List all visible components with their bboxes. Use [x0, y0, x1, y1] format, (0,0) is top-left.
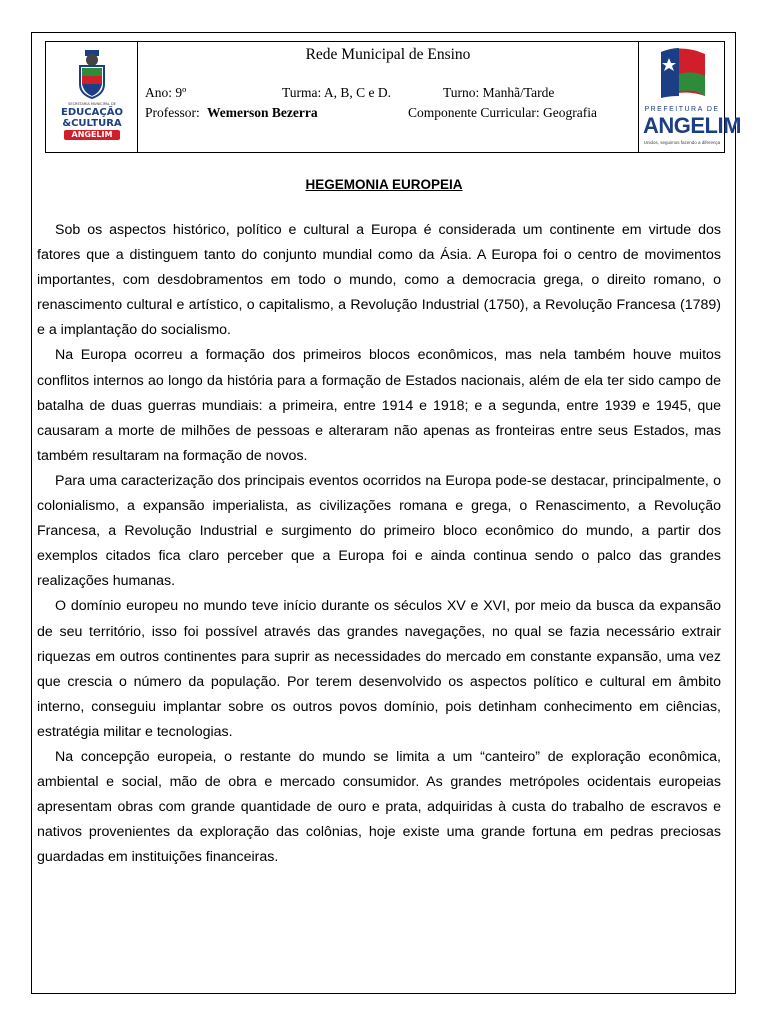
angelim-logo — [643, 44, 741, 150]
paragraph-1: Sob os aspectos histórico, político e cultural a Europa é considerada um continente em virtude dos fatores que a distinguem tanto do conjunto mundial como da Ásia. A Europa foi o centro de movimentos importantes, com desdobramentos em todo o mundo, como a democracia grega, o direito romano, o renascimento cultural e artístico, o capitalismo, a Revolução Industrial (1750), a Revolução Francesa (1789) e a implantação do socialismo. — [37, 222, 721, 339]
header-table — [45, 41, 741, 153]
paragraph-2: Na Europa ocorreu a formação dos primeiros blocos econômicos, mas nela também houve muitos conflitos internos ao longo da história para a formação de Estados nacionais, além de ela ter sido campo de batalha de duas guerras mundiais: a primeira, entre 1914 e 1918; e a segunda, entre 1939 e 1945, que causaram a morte de milhões de pessoas e alteraram não apenas as fronteiras entre seus Estados, mas também resultaram na formação de novos. — [37, 347, 721, 464]
education-logo — [54, 48, 130, 146]
document-body — [37, 218, 721, 870]
education-logo-line2: EDUCAÇÃO — [61, 107, 123, 118]
angelim-logo-cell — [638, 42, 741, 152]
education-logo-line1: SECRETARIA MUNICIPAL DE — [68, 102, 116, 106]
angelim-prefeitura-label: PREFEITURA DE — [644, 106, 720, 113]
angelim-slogan: Unidos, seguimos fazendo a diferença — [643, 140, 721, 145]
education-logo-cell — [46, 42, 138, 152]
network-title: Rede Municipal de Ensino — [305, 46, 471, 63]
teacher-name: Wemerson Bezerra — [207, 105, 318, 120]
paragraph-5: Na concepção europeia, o restante do mundo se limita a um “canteiro” de exploração econômica, ambiental e social, mão de obra e mercado consumidor. As grandes metrópoles ocidentais europeias apresentam obras com grande quantidade de ouro e prata, adquiridas à custa do trabalho de escravos e nativos provenientes da exploração das colônias, hoje existe uma grande fortuna em pedras preciosas guardadas em instituições financeiras. — [37, 748, 721, 866]
document-title: HEGEMONIA EUROPEIA — [305, 177, 463, 192]
teacher-label: Professor: — [145, 105, 200, 120]
paragraph-4: O domínio europeu no mundo teve início durante os séculos XV e XVI, por meio da busca da expansão de seu território, isso foi possível através das grandes navegações, no qual se fazia necessário extrair riquezas em outros continentes para suprir as necessidades do mercado em constante expansão, uma vez que crescia o número da população. Por terem desenvolvido os aspectos político e cultural em âmbito interno, conseguiu implantar sobre os outros povos domínio, pois detinham conhecimento em ciências, estratégia militar e tecnologias. — [37, 598, 721, 740]
year-label: Ano: 9º — [145, 85, 187, 100]
paragraph-3: Para uma caracterização dos principais eventos ocorridos na Europa pode-se destacar, principalmente, o colonialismo, a expansão imperialista, as civilizações romana e grega, o Renascimento, a Revolução Francesa, a Revolução Industrial e surgimento do primeiro bloco econômico do mundo, a partir dos exemplos citados fica claro perceber que a Europa foi e ainda continua sendo o palco das grandes realizações humanas. — [37, 472, 721, 590]
coat-of-arms-icon — [54, 48, 130, 100]
angelim-name: ANGELIM — [643, 113, 741, 138]
class-label: Turma: A, B, C e D. — [282, 85, 392, 100]
education-logo-line3: &CULTURA — [62, 118, 122, 129]
subject-label: Componente Curricular: Geografia — [408, 105, 597, 120]
header-info — [138, 42, 638, 152]
flag-icon — [643, 44, 721, 106]
education-logo-line4: ANGELIM — [71, 130, 113, 139]
shift-label: Turno: Manhã/Tarde — [443, 85, 555, 100]
